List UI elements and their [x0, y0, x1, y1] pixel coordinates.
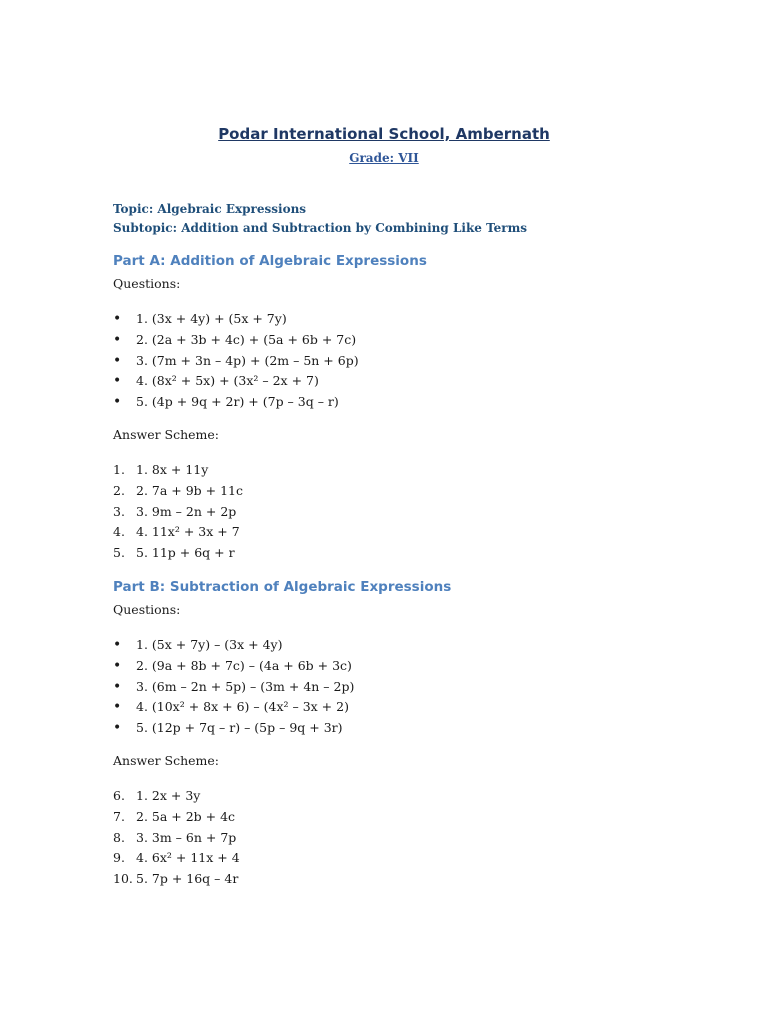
part-a-questions-list [113, 309, 359, 413]
part-a-answers-list [113, 460, 243, 564]
bullet-icon: • [113, 720, 122, 737]
list-item: • 5. (12p + 7q – r) – (5p – 9q + 3r) [113, 718, 354, 739]
part-b-questions-label: Questions: [113, 602, 181, 617]
part-b-answers-label: Answer Scheme: [113, 753, 220, 768]
bullet-icon: • [113, 373, 122, 390]
list-item: 2. 2. 7a + 9b + 11c [113, 482, 244, 498]
part-b-questions-list [113, 635, 354, 739]
part-b-answers-list [113, 786, 240, 890]
grade-label: Grade: VII [349, 151, 419, 165]
bullet-icon: • [113, 657, 122, 674]
list-item: 3. 3. 9m – 2n + 2p [113, 503, 237, 519]
bullet-icon: • [113, 352, 122, 369]
list-item: 6. 1. 2x + 3y [113, 788, 201, 803]
bullet-icon: • [113, 331, 122, 348]
list-item: • 4. (10x² + 8x + 6) – (4x² – 3x + 2) [113, 697, 354, 718]
list-item: 9. 4. 6x² + 11x + 4 [113, 850, 240, 866]
part-b-heading: Part B: Subtraction of Algebraic Expressions [113, 579, 452, 595]
bullet-icon: • [113, 637, 122, 653]
part-a-questions-label: Questions: [113, 276, 181, 291]
list-item: • 4. (8x² + 5x) + (3x² – 2x + 7) [113, 371, 359, 392]
list-item: • 5. (4p + 9q + 2r) + (7p – 3q – r) [113, 392, 359, 413]
bullet-icon: • [113, 699, 122, 716]
list-item: 1. 1. 8x + 11y [113, 462, 209, 477]
list-item: • 2. (2a + 3b + 4c) + (5a + 6b + 7c) [113, 330, 359, 351]
bullet-icon: • [113, 678, 122, 695]
list-item: 8. 3. 3m – 6n + 7p [113, 829, 237, 845]
list-item: • 3. (7m + 3n – 4p) + (2m – 5n + 6p) [113, 351, 359, 372]
part-a-answers-label: Answer Scheme: [113, 427, 220, 442]
list-item: 10. 5. 7p + 16q – 4r [113, 871, 239, 887]
list-item: 5. 5. 11p + 6q + r [113, 545, 235, 561]
list-item: 4. 4. 11x² + 3x + 7 [113, 524, 240, 540]
school-title: Podar International School, Ambernath [218, 125, 550, 143]
topic-label: Topic: Algebraic Expressions [113, 202, 307, 216]
list-item: 7. 2. 5a + 2b + 4c [113, 808, 236, 824]
list-item: • 1. (3x + 4y) + (5x + 7y) [113, 309, 359, 330]
part-a-heading: Part A: Addition of Algebraic Expressions [113, 253, 427, 269]
list-item: • 1. (5x + 7y) – (3x + 4y) [113, 635, 354, 656]
list-item: • 3. (6m – 2n + 5p) – (3m + 4n – 2p) [113, 677, 354, 698]
list-item: • 2. (9a + 8b + 7c) – (4a + 6b + 3c) [113, 656, 354, 677]
bullet-icon: • [113, 311, 122, 327]
bullet-icon: • [113, 394, 122, 411]
subtopic-label: Subtopic: Addition and Subtraction by Combining Like Terms [113, 221, 528, 235]
